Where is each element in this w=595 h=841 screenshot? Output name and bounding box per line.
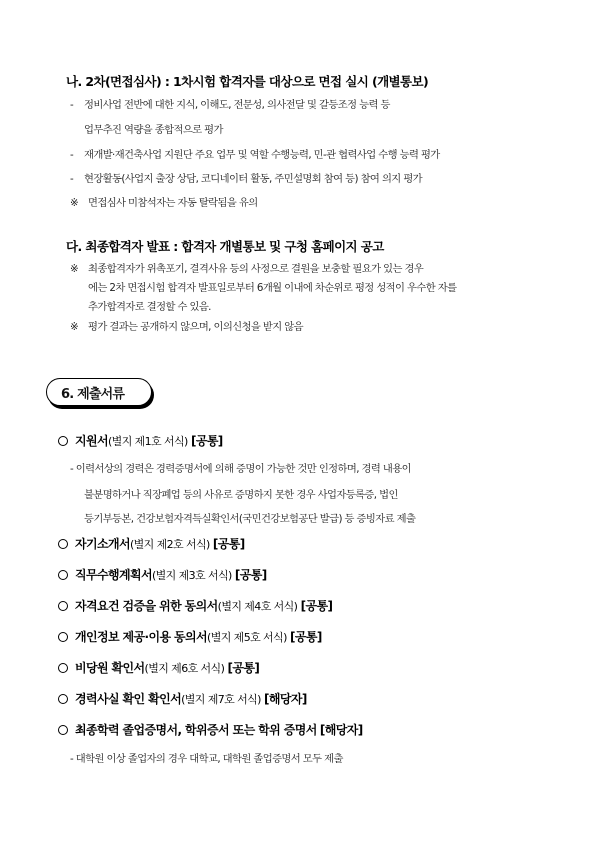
circle-bullet-icon: [58, 601, 68, 611]
document-item-4: [58, 598, 332, 615]
document-form: (별지 제1호 서식): [107, 435, 188, 448]
document-item-1: [58, 433, 223, 450]
document-item-8: [58, 722, 363, 738]
section-6-badge: [46, 378, 152, 406]
da-note-1-line-3: 추가합격자로 결정할 수 있음.: [88, 301, 211, 313]
na-bullet-2-line-1: 재개발·재건축사업 지원단 주요 업무 및 역할 수행능력, 민-관 협력사업 수행 능력 평가: [84, 149, 440, 161]
document-item-7: [58, 691, 307, 708]
circle-bullet-icon: [58, 694, 68, 704]
da-note-1-line-2: 에는 2차 면접시험 합격자 발표일로부터 6개월 이내에 차순위로 평정 성적이 우수한 자를: [88, 282, 457, 294]
document-8-note-line-1: - 대학원 이상 졸업자의 경우 대학교, 대학원 졸업증명서 모두 제출: [70, 753, 343, 765]
circle-bullet-icon: [58, 539, 68, 549]
document-item-2: [58, 536, 245, 553]
document-tag: [공통]: [234, 568, 267, 582]
document-tag: [공통]: [227, 661, 260, 675]
circle-bullet-icon: [58, 570, 68, 580]
document-tag: [공통]: [300, 599, 333, 613]
document-tag: [해당자]: [264, 692, 307, 706]
section-6-badge-label: 6. 제출서류: [61, 387, 125, 402]
document-name: 자기소개서: [75, 537, 130, 551]
document-tag: [해당자]: [319, 723, 363, 737]
na-bullet-1-line-1: 정비사업 전반에 대한 지식, 이해도, 전문성, 의사전달 및 갈등조정 능력 등: [84, 99, 390, 111]
circle-bullet-icon: [58, 725, 68, 735]
document-tag: [공통]: [289, 630, 322, 644]
document-name: 경력사실 확인 확인서: [75, 692, 182, 706]
document-form: (별지 제6호 서식): [144, 662, 225, 675]
da-note-1-line-1: 최종합격자가 위촉포기, 결격사유 등의 사정으로 결원을 보충할 필요가 있는 경우: [88, 263, 424, 275]
document-name: 개인정보 제공·이용 동의서: [75, 630, 208, 644]
document-item-6: [58, 660, 259, 677]
document-item-3: [58, 567, 267, 584]
da-note-2: [70, 320, 303, 334]
document-form: (별지 제7호 서식): [181, 693, 261, 706]
document-name: 지원서: [75, 434, 108, 448]
na-bullet-3-line-1: 현장활동(사업지 출장 상담, 코디네이터 활동, 주민설명회 참여 등) 참여 의지 평가: [84, 173, 423, 185]
document-name: 최종학력 졸업증명서, 학위증서 또는 학위 증명서: [75, 723, 317, 737]
document-tag: [공통]: [190, 434, 223, 448]
document-form: (별지 제5호 서식): [207, 631, 287, 644]
da-note-1: [70, 262, 423, 276]
na-bullet-2: [70, 148, 440, 162]
document-tag: [공통]: [212, 537, 245, 551]
document-form: (별지 제3호 서식): [151, 569, 232, 582]
document-item-5: [58, 629, 322, 646]
na-bullet-3: [70, 172, 422, 186]
na-note: [70, 196, 258, 210]
na-note-line-1: 면접심사 미참석자는 자동 탈락됨을 유의: [88, 197, 258, 209]
section-na-title: 나. 2차(면접심사) : 1차시험 합격자를 대상으로 면접 실시 (개별통보): [66, 74, 429, 89]
document-1-note-line-1: - 이력서상의 경력은 경력증명서에 의해 증명이 가능한 것만 인정하며, 경력 내용이: [70, 463, 411, 475]
circle-bullet-icon: [58, 632, 68, 642]
dash-marker: -: [70, 173, 74, 185]
document-name: 자격요건 검증을 위한 동의서: [75, 599, 218, 613]
reference-marker: ※: [70, 321, 79, 333]
da-note-2-line-1: 평가 결과는 공개하지 않으며, 이의신청을 받지 않음: [88, 321, 303, 333]
dash-marker: -: [70, 149, 74, 161]
reference-marker: ※: [70, 197, 79, 209]
na-bullet-1: [70, 98, 390, 112]
document-name: 직무수행계획서: [75, 568, 152, 582]
document-1-note-line-3: 등기부등본, 건강보험자격득실확인서(국민건강보험공단 발급) 등 증빙자료 제출: [84, 513, 416, 525]
document-name: 비당원 확인서: [75, 661, 145, 675]
dash-marker: -: [70, 99, 74, 111]
section-da-title: 다. 최종합격자 발표 : 합격자 개별통보 및 구청 홈페이지 공고: [66, 239, 384, 254]
document-1-note-line-2: 불분명하거나 직장폐업 등의 사유로 증명하지 못한 경우 사업자등록증, 법인: [84, 489, 398, 501]
circle-bullet-icon: [58, 436, 68, 446]
document-form: (별지 제4호 서식): [217, 600, 298, 613]
circle-bullet-icon: [58, 663, 68, 673]
reference-marker: ※: [70, 263, 79, 275]
document-form: (별지 제2호 서식): [129, 538, 210, 551]
na-bullet-1-line-2: 업무추진 역량을 종합적으로 평가: [84, 124, 223, 136]
